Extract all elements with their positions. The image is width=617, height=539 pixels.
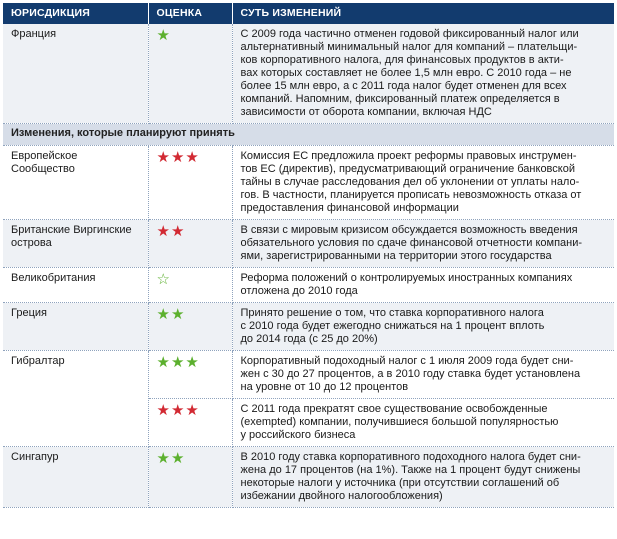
text-line: с 2010 года будет ежегодно снижаться на 1 процент вплоть xyxy=(240,320,545,332)
changes-cell xyxy=(232,146,614,220)
jurisdiction-name: Великобритания xyxy=(11,272,96,284)
text-line: гов. В частности, планируется прописать невозможность отказа от xyxy=(240,189,582,201)
jurisdiction-cell xyxy=(3,146,148,220)
text-line: более 15 млн евро, а с 2011 года налог будет отменен для всех xyxy=(240,80,567,92)
jurisdiction-cell xyxy=(3,303,148,351)
jurisdiction-cell xyxy=(3,24,148,124)
changes-cell xyxy=(232,24,614,124)
text-line: предоставления финансовой информации xyxy=(240,202,459,214)
jurisdiction-name: Сообщество xyxy=(11,163,75,175)
text-line: (exempted) компании, получившиеся большой популярностью xyxy=(240,416,559,428)
jurisdiction-cell xyxy=(3,447,148,508)
section-title: Изменения, которые планируют принять xyxy=(3,124,614,146)
changes-cell xyxy=(232,447,614,508)
jurisdiction-name: Греция xyxy=(11,307,47,319)
star-icon: ★★★ xyxy=(156,353,200,371)
text-line: альтернативный минимальный налог для компаний – плательщи- xyxy=(240,41,578,53)
table-row xyxy=(3,24,614,124)
text-line: Реформа положений о контролируемых иностранных компаниях xyxy=(240,272,573,284)
table-header xyxy=(3,3,614,24)
text-line: ков корпоративного налога, для финансовых продуктов в акти- xyxy=(240,54,564,66)
rating-cell xyxy=(148,303,232,351)
table-row xyxy=(3,220,614,268)
header-rating: ОЦЕНКА xyxy=(148,3,232,24)
text-line: Комиссия ЕС предложила проект реформы правовых инструмен- xyxy=(240,150,577,162)
rating-cell xyxy=(148,220,232,268)
text-line: ями, зарегистрированными на территории этого государства xyxy=(240,250,552,262)
table-row xyxy=(3,351,614,399)
tax-changes-table xyxy=(3,3,614,508)
header-jurisdiction: ЮРИСДИКЦИЯ xyxy=(3,3,148,24)
text-line: В связи с мировым кризисом обсуждается возможность введения xyxy=(240,224,578,236)
text-line: вах которых составляет не более 1,5 млн евро. С 2010 года – не xyxy=(240,67,572,79)
rating-cell xyxy=(148,351,232,399)
jurisdiction-name: Британские Виргинские xyxy=(11,224,132,236)
jurisdiction-name: Гибралтар xyxy=(11,355,65,367)
star-icon: ★★ xyxy=(156,449,186,467)
jurisdiction-name: Франция xyxy=(11,28,57,40)
text-line: компаний. Напомним, фиксированный платеж определяется в xyxy=(240,93,560,105)
text-line: избежании двойного налогообложения) xyxy=(240,490,443,502)
star-icon: ★ xyxy=(156,26,171,44)
text-line: тайны в случае расследования дел об уклонении от уплаты нало- xyxy=(240,176,580,188)
text-line: жена до 17 процентов (на 1%). Также на 1 процент будут снижены xyxy=(240,464,581,476)
table-row xyxy=(3,303,614,351)
changes-cell xyxy=(232,303,614,351)
table-row xyxy=(3,146,614,220)
jurisdiction-name: Европейское xyxy=(11,150,78,162)
text-line: Принято решение о том, что ставка корпоративного налога xyxy=(240,307,544,319)
text-line: отложена до 2010 года xyxy=(240,285,358,297)
rating-cell xyxy=(148,146,232,220)
jurisdiction-cell xyxy=(3,268,148,303)
changes-cell xyxy=(232,399,614,447)
jurisdiction-name: Сингапур xyxy=(11,451,59,463)
rating-cell xyxy=(148,24,232,124)
jurisdiction-cell xyxy=(3,220,148,268)
table-body xyxy=(3,24,614,508)
text-line: до 2014 года (с 25 до 20%) xyxy=(240,333,378,345)
text-line: некоторые налоги у источника (при отсутствии соглашений об xyxy=(240,477,560,489)
text-line: на уровне от 10 до 12 процентов xyxy=(240,381,409,393)
rating-cell xyxy=(148,447,232,508)
star-icon: ★★ xyxy=(156,222,186,240)
star-icon: ★★★ xyxy=(156,401,200,419)
star-icon: ★★ xyxy=(156,305,186,323)
star-outline-icon: ☆ xyxy=(156,270,171,288)
section-row xyxy=(3,124,614,146)
table-row xyxy=(3,268,614,303)
table-row xyxy=(3,447,614,508)
text-line: у российского бизнеса xyxy=(240,429,356,441)
header-changes: СУТЬ ИЗМЕНЕНИЙ xyxy=(232,3,614,24)
rating-cell xyxy=(148,399,232,447)
changes-cell xyxy=(232,220,614,268)
jurisdiction-name: острова xyxy=(11,237,52,249)
text-line: тов ЕС (директив), предусматривающий ограничение банковской xyxy=(240,163,575,175)
rating-cell xyxy=(148,268,232,303)
text-line: зависимости от оборота компании, включая НДС xyxy=(240,106,492,118)
star-icon: ★★★ xyxy=(156,148,200,166)
changes-cell xyxy=(232,268,614,303)
jurisdiction-cell xyxy=(3,351,148,447)
text-line: жен с 30 до 27 процентов, а в 2010 году ставка будет установлена xyxy=(240,368,581,380)
text-line: С 2011 года прекратят свое существование освобожденные xyxy=(240,403,548,415)
text-line: обязательного условия по сдаче финансовой отчетности компани- xyxy=(240,237,583,249)
text-line: В 2010 году ставка корпоративного подоходного налога будет сни- xyxy=(240,451,581,463)
text-line: С 2009 года частично отменен годовой фиксированный налог или xyxy=(240,28,579,40)
changes-cell xyxy=(232,351,614,399)
text-line: Корпоративный подоходный налог с 1 июля 2009 года будет сни- xyxy=(240,355,574,367)
